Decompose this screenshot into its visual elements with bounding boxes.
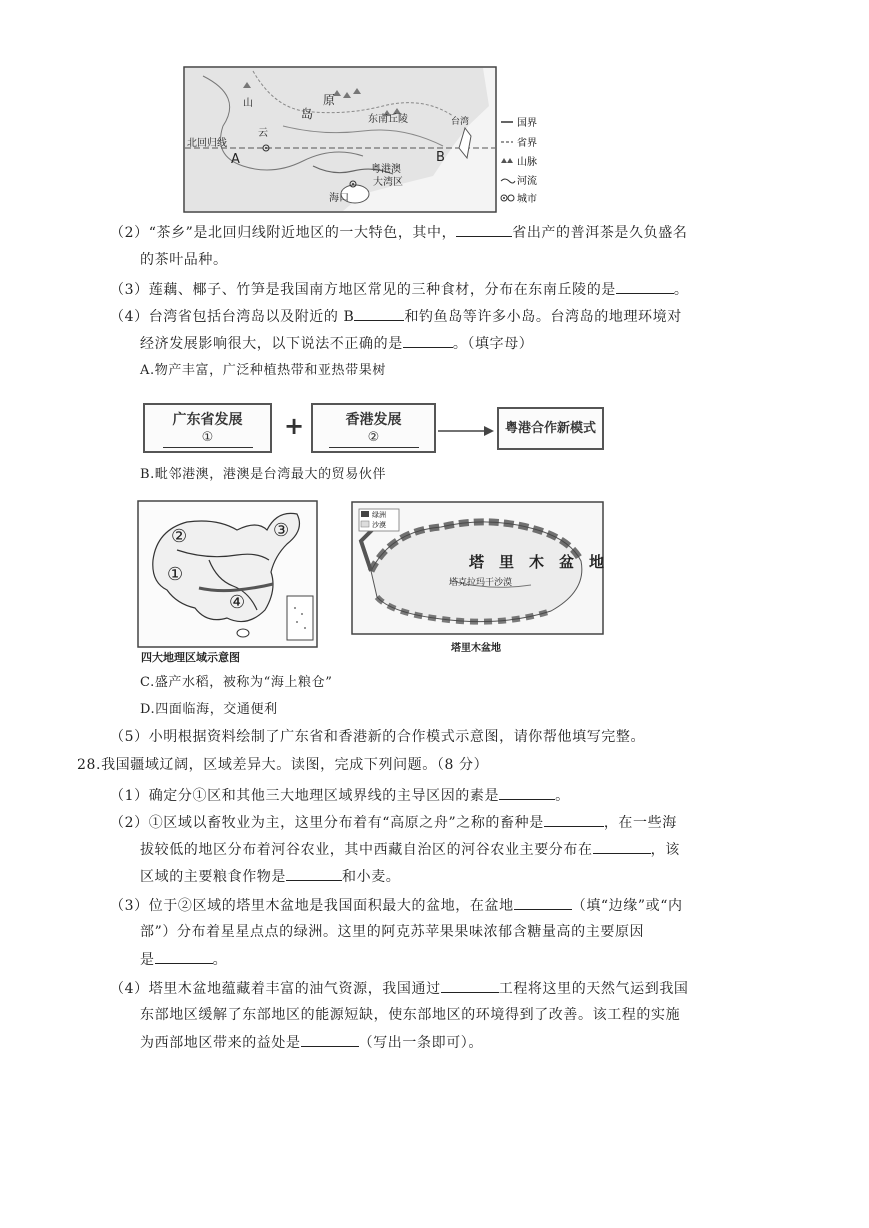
q28-4-line1 (110, 978, 689, 999)
gba-label-1: 粤港澳 (371, 164, 401, 175)
legend-item: 河流 (517, 176, 537, 187)
answer-blank[interactable] (403, 333, 453, 348)
flow-box-result: 粤港合作新模式 (497, 407, 604, 450)
map-legend (501, 117, 537, 205)
text: ，该 (650, 842, 680, 858)
legend-item: 省界 (517, 138, 537, 149)
tarim-basin-map-svg (351, 501, 604, 657)
flow-box-title: 香港发展 (345, 412, 402, 428)
text: 为西部地区带来的益处是 (140, 1035, 301, 1051)
four-regions-map-svg (137, 500, 318, 666)
q28-2-line2 (140, 839, 680, 860)
region-1-label: ① (167, 564, 184, 585)
text: 。 (212, 952, 228, 968)
answer-blank[interactable] (286, 866, 342, 881)
legend-item: 国界 (517, 118, 537, 129)
legend-item: 城市 (517, 194, 537, 205)
q28-3-line1 (110, 895, 683, 916)
gba-label-2: 大湾区 (373, 177, 403, 188)
flow-arrow (438, 422, 494, 441)
text: 是 (140, 952, 155, 968)
text: 省出产的普洱茶是久负盛名 (512, 225, 688, 241)
region-3-label: ③ (273, 520, 290, 541)
text: （填“边缘”或“内 (571, 898, 683, 914)
legend-item: 山脉 (517, 157, 537, 168)
tarim-legend-item: 沙漠 (372, 521, 386, 529)
q28-4-line2: 东部地区缓解了东部地区的能源短缺，使东部地区的环境得到了改善。该工程的实施 (140, 1007, 681, 1023)
south-china-map (183, 66, 543, 214)
q27-5: （5）小明根据资料绘制了广东省和香港新的合作模式示意图，请你帮他填写完整。 (110, 729, 646, 745)
q28-1 (110, 785, 570, 806)
text: 和小麦。 (342, 869, 401, 885)
q28-title: 28.我国疆域辽阔，区域差异大。读图，完成下列问题。（8 分） (77, 757, 489, 773)
answer-blank[interactable] (354, 306, 404, 321)
text: ，在一些海 (603, 815, 677, 831)
text: 。 (673, 282, 689, 298)
q27-2-line1 (110, 222, 687, 243)
option-b: B.毗邻港澳，港澳是台湾最大的贸易伙伴 (140, 467, 387, 482)
point-a-label: A (231, 152, 240, 167)
platform-label: 原 (323, 93, 336, 107)
yun-label: 云 (258, 128, 268, 139)
text: （2）①区域以畜牧业为主，这里分布着有“高原之舟”之称的畜种是 (110, 815, 544, 831)
four-regions-map (137, 500, 318, 666)
flow-box-guangdong (143, 403, 272, 453)
tarim-basin-map (351, 501, 604, 657)
answer-blank[interactable] (301, 1032, 359, 1047)
text: 区域的主要粮食作物是 (140, 869, 286, 885)
mountain-label: 山 (243, 98, 253, 109)
region-4-label: ④ (229, 592, 246, 613)
option-c: C.盛产水稻，被称为“海上粮仓” (140, 675, 333, 690)
island-label: 岛 (301, 107, 314, 121)
flow-plus: + (284, 412, 305, 440)
tarim-legend-item: 绿洲 (372, 511, 386, 519)
answer-blank[interactable] (514, 895, 572, 910)
text: 工程将这里的天然气运到我国 (498, 981, 689, 997)
flow-box-number: ② (329, 429, 419, 448)
text: 。（填字母） (452, 336, 534, 352)
q27-3 (110, 279, 689, 300)
option-a: A.物产丰富，广泛种植热带和亚热带果树 (140, 363, 386, 378)
text: （1）确定分①区和其他三大地理区域界线的主导区因的素是 (110, 788, 500, 804)
south-china-map-svg (183, 66, 543, 214)
flow-box-hongkong (311, 403, 436, 453)
text: （4）塔里木盆地蕴藏着丰富的油气资源，我国通过 (110, 981, 441, 997)
four-regions-caption: 四大地理区域示意图 (141, 651, 240, 664)
answer-blank[interactable] (441, 978, 499, 993)
haikou-label: 海口 (329, 193, 349, 204)
text: 经济发展影响很大，以下说法不正确的是 (140, 336, 403, 352)
answer-blank[interactable] (616, 279, 674, 294)
answer-blank[interactable] (544, 812, 604, 827)
option-d: D.四面临海，交通便利 (140, 702, 278, 717)
answer-blank[interactable] (456, 222, 512, 237)
answer-blank[interactable] (499, 785, 555, 800)
region-2-label: ② (171, 526, 188, 547)
q28-3-line3 (140, 949, 227, 970)
q28-2-line1 (110, 812, 677, 833)
tarim-caption: 塔里木盆地 (451, 643, 501, 654)
taiwan-label: 台湾 (451, 117, 470, 127)
desert-label: 塔克拉玛干沙漠 (449, 578, 513, 588)
q28-4-line3 (140, 1032, 483, 1053)
q27-4-line1 (110, 306, 682, 327)
flow-box-title: 广东省发展 (172, 412, 243, 428)
text: 拔较低的地区分布着河谷农业，其中西藏自治区的河谷农业主要分布在 (140, 842, 593, 858)
text: （4）台湾省包括台湾岛以及附近的 B (110, 309, 355, 325)
text: 。 (555, 788, 570, 804)
text: （3）莲藕、椰子、竹笋是我国南方地区常见的三种食材，分布在东南丘陵的是 (110, 282, 616, 298)
point-b-label: B (436, 150, 445, 165)
q27-2-line2: 的茶叶品种。 (140, 252, 228, 268)
answer-blank[interactable] (155, 949, 213, 964)
tarim-basin-label: 塔 里 木 盆 地 (469, 553, 604, 571)
q28-2-line3 (140, 866, 400, 887)
answer-blank[interactable] (593, 839, 651, 854)
q27-4-line2 (140, 333, 533, 354)
flow-box-number: ① (163, 429, 253, 448)
text: （写出一条即可）。 (358, 1035, 484, 1051)
hills-label: 东南丘陵 (368, 114, 408, 125)
text: （3）位于②区域的塔里木盆地是我国面积最大的盆地，在盆地 (110, 898, 514, 914)
tropic-label: 北回归线 (187, 138, 227, 149)
text: 和钓鱼岛等许多小岛。台湾岛的地理环境对 (404, 309, 682, 325)
q28-3-line2: 部”）分布着星星点点的绿洲。这里的阿克苏苹果果味浓郁含糖量高的主要原因 (140, 924, 645, 940)
text: （2）“茶乡”是北回归线附近地区的一大特色，其中， (110, 225, 457, 241)
